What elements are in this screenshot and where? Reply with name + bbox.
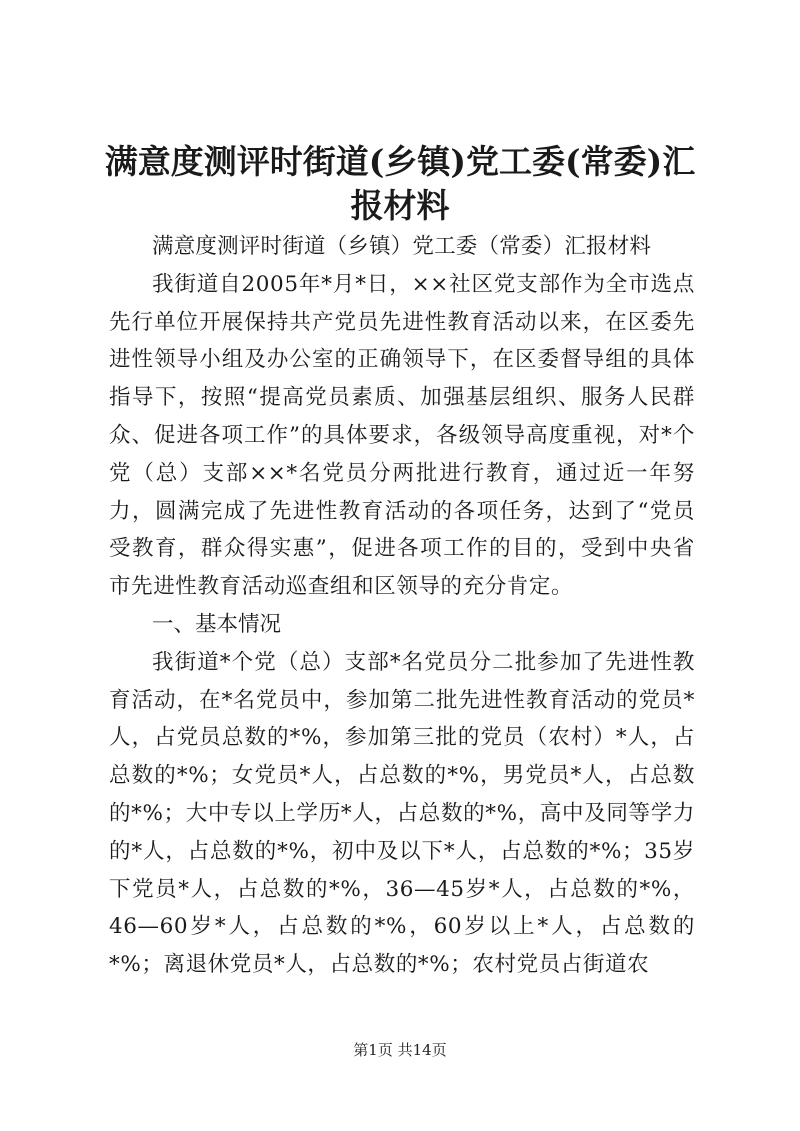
- document-body: [109, 228, 695, 984]
- section-paragraph: 我街道*个党（总）支部*名党员分二批参加了先进性教育活动，在*名党员中，参加第二批先进性教育活动的党员*人，占党员总数的*%，参加第三批的党员（农村）*人，占总数的*%；女党员*人，占总数的*%，男党员*人，占总数的*%；大中专以上学历*人，占总数的*%，高中及同等学力的*人，占总数的*%，初中及以下*人，占总数的*%；35岁下党员*人，占总数的*%，36—45岁*人，占总数的*%，46—60岁*人，占总数的*%，60岁以上*人，占总数的*%；离退休党员*人，占总数的*%；农村党员占街道农: [109, 649, 695, 978]
- document-subtitle: 满意度测评时街道（乡镇）党工委（常委）汇报材料: [152, 234, 652, 259]
- document-title: 满意度测评时街道(乡镇)党工委(常委)汇报材料: [104, 142, 696, 225]
- page-number-footer: 第1页 共14页: [353, 1041, 447, 1059]
- intro-paragraph: 我街道自2005年*月*日，××社区党支部作为全市选点先行单位开展保持共产党员先进性教育活动以来，在区委先进性领导小组及办公室的正确领导下，在区委督导组的具体指导下，按照“提高党员素质、加强基层组织、服务人民群众、促进各项工作”的具体要求，各级领导高度重视，对*个党（总）支部××*名党员分两批进行教育，通过近一年努力，圆满完成了先进性教育活动的各项任务，达到了“党员受教育，群众得实惠”，促进各项工作的目的，受到中央省市先进性教育活动巡查组和区领导的充分肯定。: [109, 271, 695, 600]
- section-heading-basic-situation: 一、基本情况: [152, 611, 282, 637]
